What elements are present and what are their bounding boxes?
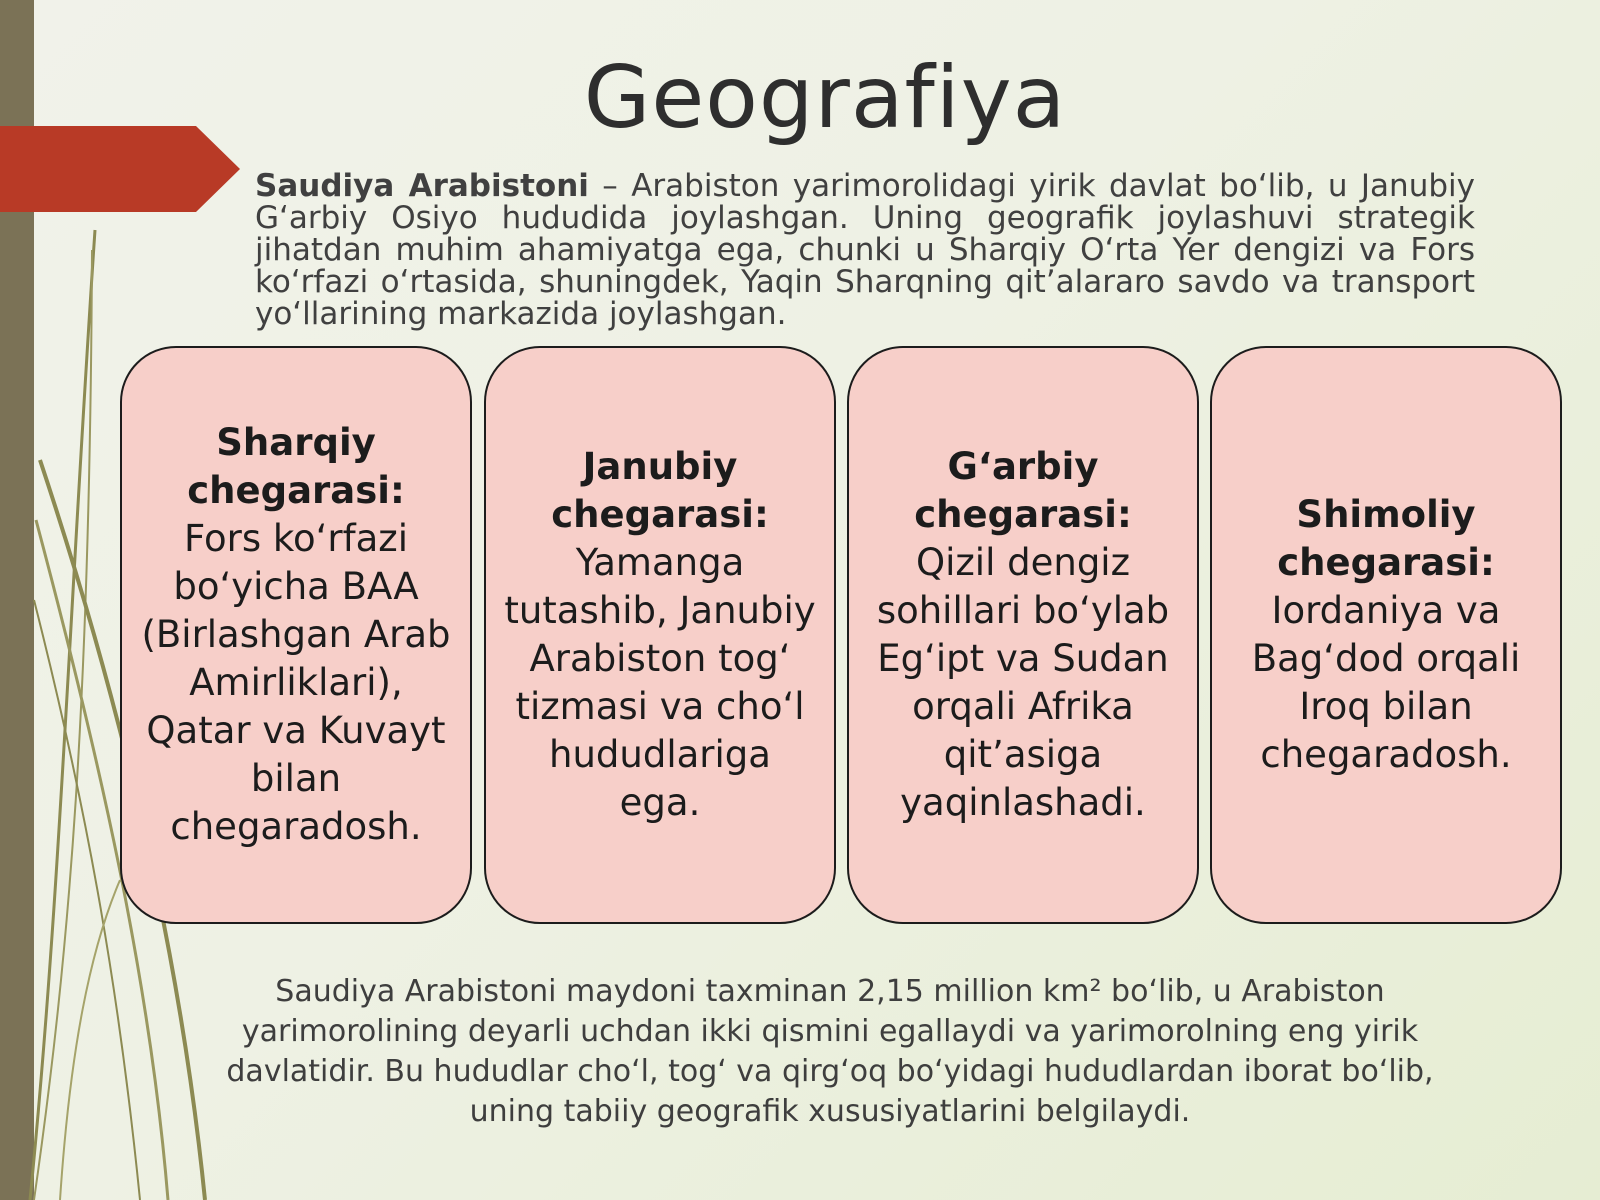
card-body: Qizil dengiz sohillari bo‘ylab Eg‘ipt va Sudan orqali Afrika qit’asiga yaqinlashadi.: [876, 541, 1170, 824]
card-title: Shimoliy chegarasi:: [1277, 493, 1495, 584]
intro-text: – Arabiston yarimorolidagi yirik davlat bo‘lib, u Janubiy G‘arbiy Osiyo hududida joylashgan. Uning geografik joylashuvi strategik jihatdan muhim ahamiyatga ega, chunki u Sharqiy O‘rta Yer dengizi va Fors ko‘rfazi o‘rtasida, shuningdek, Yaqin Sharqning qit’alararo savdo va transport yo‘llarining markazida joylashgan.: [255, 168, 1475, 332]
footer-paragraph: Saudiya Arabistoni maydoni taxminan 2,15 million km² bo‘lib, u Arabiston yarimorolining deyarli uchdan ikki qismini egallaydi va yarimorolning eng yirik davlatidir. Bu hududlar cho‘l, tog‘ va qirg‘oq bo‘yidagi hududlardan iborat bo‘lib, uning tabiiy geografik xususiyatlarini belgilaydi.: [226, 974, 1434, 1129]
red-arrow-shape: [0, 126, 240, 212]
card-body: Iordaniya va Bag‘dod orqali Iroq bilan chegaradosh.: [1251, 589, 1521, 776]
card-south-border: [484, 346, 836, 924]
card-body: Fors ko‘rfazi bo‘yicha BAA (Birlashgan Arab Amirliklari), Qatar va Kuvayt bilan chegaradosh.: [141, 517, 451, 848]
card-title: Janubiy chegarasi:: [551, 445, 769, 536]
card-west-border: [847, 346, 1199, 924]
card-body: Yamanga tutashib, Janubiy Arabiston tog‘ tizmasi va cho‘l hududlariga ega.: [504, 541, 816, 824]
card-north-border: [1210, 346, 1562, 924]
card-east-border: [120, 346, 472, 924]
intro-paragraph: [255, 170, 1475, 330]
card-title: Sharqiy chegarasi:: [187, 421, 405, 512]
slide-title: Geografiya: [583, 48, 1067, 148]
intro-bold: Saudiya Arabistoni: [255, 168, 589, 204]
card-title: G‘arbiy chegarasi:: [914, 445, 1132, 536]
